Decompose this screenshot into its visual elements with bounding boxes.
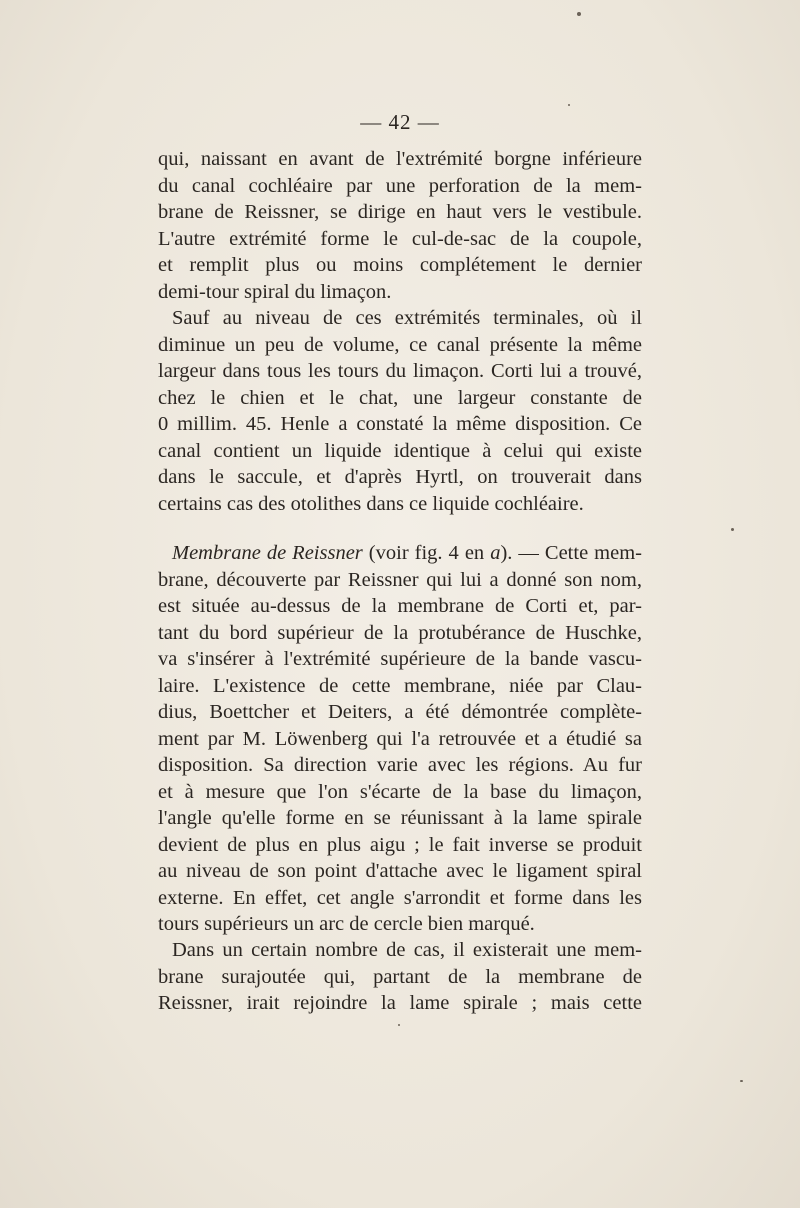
text-line: Reissner, irait rejoindre la lame spirale ; mais cette: [158, 992, 642, 1014]
text-line: disposition. Sa direction varie avec les régions. Au fur: [158, 754, 642, 776]
paper-speck: [577, 12, 581, 16]
text-line: brane surajoutée qui, partant de la membrane de: [158, 965, 642, 988]
text-line: et remplit plus ou moins complétement le dernier: [158, 254, 642, 276]
text-line: canal contient un liquide identique à celui qui existe: [158, 439, 642, 462]
paper-speck: [740, 1080, 743, 1082]
text-line: dius, Boettcher et Deiters, a été démontrée complète-: [158, 701, 642, 723]
text-line: du canal cochléaire par une perforation de la mem-: [158, 174, 642, 197]
text-line: ment par M. Löwenberg qui l'a retrouvée et a étudié sa: [158, 727, 642, 750]
text-line: brane, découverte par Reissner qui lui a donné son nom,: [158, 568, 642, 591]
text-line: externe. En effet, cet angle s'arrondit et forme dans les: [158, 886, 642, 909]
text-line: diminue un peu de volume, ce canal présente la même: [158, 333, 642, 356]
paper-speck: [731, 528, 734, 531]
text-line: va s'insérer à l'extrémité supérieure de la bande vascu-: [158, 648, 642, 670]
text-line: certains cas des otolithes dans ce liquide cochléaire.: [158, 492, 584, 515]
paper-speck: [568, 104, 570, 106]
text-line: Dans un certain nombre de cas, il existerait une mem-: [172, 939, 642, 961]
heading-reference-end: ). — Cette mem-: [500, 542, 642, 564]
figure-letter: a: [490, 542, 501, 564]
text-line: 0 millim. 45. Henle a constaté la même disposition. Ce: [158, 413, 642, 435]
text-line: et à mesure que l'on s'écarte de la base du limaçon,: [158, 780, 642, 803]
text-line: brane de Reissner, se dirige en haut vers le vestibule.: [158, 201, 642, 223]
paragraph-1: [158, 146, 642, 305]
page-number: — 42 —: [360, 110, 440, 134]
paper-speck: [398, 1024, 400, 1026]
heading-reference: (voir fig. 4 en: [362, 542, 491, 564]
section-heading: Membrane de Reissner: [172, 542, 363, 564]
text-line: L'autre extrémité forme le cul-de-sac de la coupole,: [158, 227, 642, 250]
text-line: est située au-dessus de la membrane de Corti et, par-: [158, 595, 642, 617]
text-line: devient de plus en plus aigu ; le fait inverse se produit: [158, 833, 642, 856]
text-line: chez le chien et le chat, une largeur constante de: [158, 386, 642, 409]
paragraph-2: [158, 305, 642, 517]
text-line: tours supérieurs un arc de cercle bien marqué.: [158, 913, 535, 935]
text-line: laire. L'existence de cette membrane, niée par Clau-: [158, 674, 642, 697]
text-line: Sauf au niveau de ces extrémités terminales, où il: [172, 307, 642, 329]
text-line: [158, 540, 642, 567]
text-line: tant du bord supérieur de la protubérance de Huschke,: [158, 621, 642, 644]
text-line: l'angle qu'elle forme en se réunissant à la lame spirale: [158, 807, 642, 829]
paragraph-4: [158, 937, 642, 1017]
paragraph-3: [158, 540, 642, 938]
text-line: au niveau de son point d'attache avec le ligament spiral: [158, 860, 642, 882]
text-line: demi-tour spiral du limaçon.: [158, 280, 392, 303]
text-line: dans le saccule, et d'après Hyrtl, on trouverait dans: [158, 466, 642, 488]
text-line: qui, naissant en avant de l'extrémité borgne inférieure: [158, 148, 642, 170]
text-line: largeur dans tous les tours du limaçon. Corti lui a trouvé,: [158, 360, 642, 382]
